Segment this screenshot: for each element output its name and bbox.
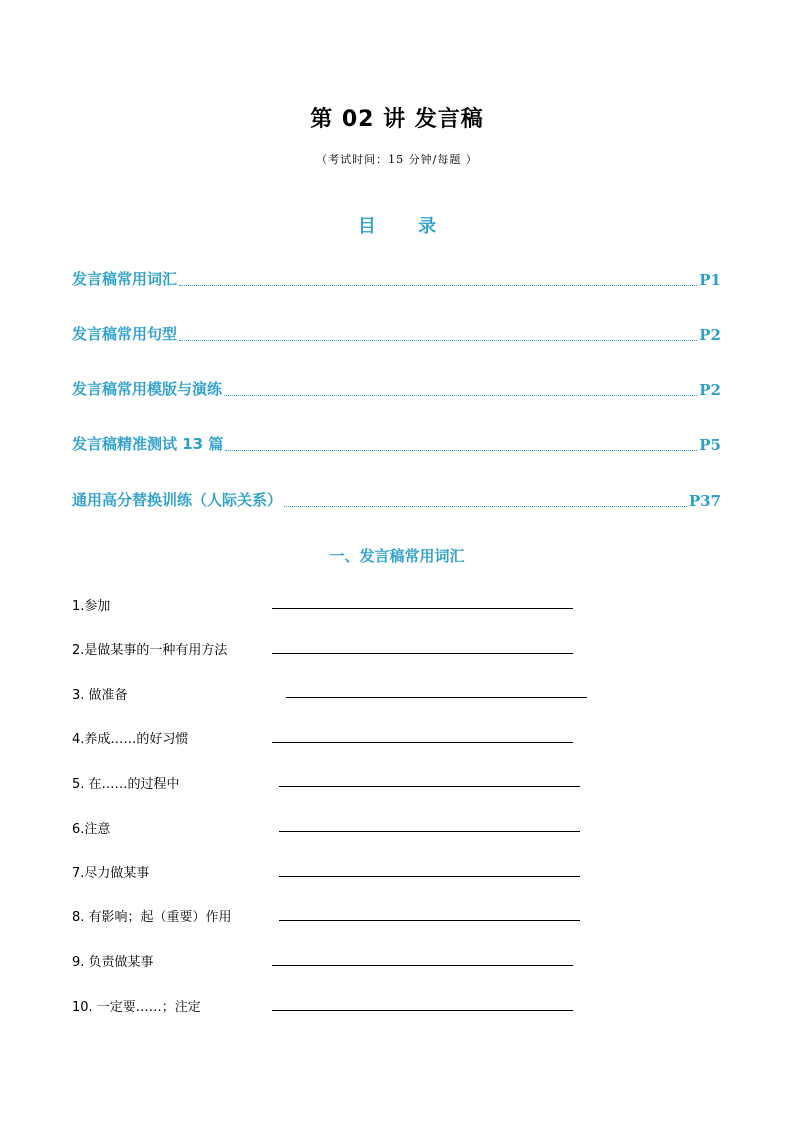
answer-blank[interactable]	[286, 697, 587, 698]
toc-item-page[interactable]: P5	[699, 436, 721, 454]
toc-heading: 目 录	[357, 216, 455, 237]
toc-leader-dots	[284, 505, 687, 507]
exam-time-note: （考试时间：15 分钟/每题 ）	[316, 153, 478, 166]
answer-blank[interactable]	[279, 920, 580, 921]
toc-item[interactable]	[72, 433, 721, 454]
vocab-label: 5. 在……的过程中	[72, 777, 180, 792]
toc-item-page[interactable]: P2	[699, 326, 721, 344]
toc-item[interactable]	[72, 323, 721, 344]
vocab-label: 7.尽力做某事	[72, 866, 150, 881]
toc-item[interactable]	[72, 378, 721, 399]
toc-item[interactable]	[72, 489, 721, 510]
answer-blank[interactable]	[279, 831, 580, 832]
toc-item-label[interactable]: 发言稿精准测试 13 篇	[72, 435, 224, 453]
toc-item-page[interactable]: P1	[699, 271, 721, 289]
answer-blank[interactable]	[272, 608, 573, 609]
toc-item-label[interactable]: 发言稿常用句型	[72, 325, 178, 343]
vocab-label: 9. 负责做某事	[72, 955, 154, 970]
answer-blank[interactable]	[279, 876, 580, 877]
answer-blank[interactable]	[272, 653, 573, 654]
answer-blank[interactable]	[272, 1010, 573, 1011]
answer-blank[interactable]	[272, 742, 573, 743]
vocab-label: 10. 一定要……；注定	[72, 1000, 201, 1015]
toc-item-label[interactable]: 发言稿常用模版与演练	[72, 380, 223, 398]
section-title: 一、发言稿常用词汇	[329, 547, 465, 565]
toc-item[interactable]	[72, 268, 721, 289]
toc-item-page[interactable]: P2	[699, 381, 721, 399]
vocab-label: 6.注意	[72, 822, 111, 837]
toc-item-label[interactable]: 通用高分替换训练（人际关系）	[72, 491, 283, 509]
vocab-label: 1.参加	[72, 599, 111, 614]
vocab-label: 3. 做准备	[72, 688, 128, 703]
toc-item-page[interactable]: P37	[688, 492, 721, 510]
toc-item-label[interactable]: 发言稿常用词汇	[72, 270, 178, 288]
vocab-label: 8. 有影响；起（重要）作用	[72, 910, 232, 925]
page-title: 第 02 讲 发言稿	[310, 107, 484, 132]
toc-leader-dots	[179, 284, 697, 286]
toc-leader-dots	[224, 394, 697, 396]
toc-leader-dots	[179, 339, 697, 341]
answer-blank[interactable]	[279, 786, 580, 787]
vocab-label: 2.是做某事的一种有用方法	[72, 643, 228, 658]
vocab-label: 4.养成……的好习惯	[72, 732, 189, 747]
toc-leader-dots	[225, 449, 697, 451]
answer-blank[interactable]	[272, 965, 573, 966]
